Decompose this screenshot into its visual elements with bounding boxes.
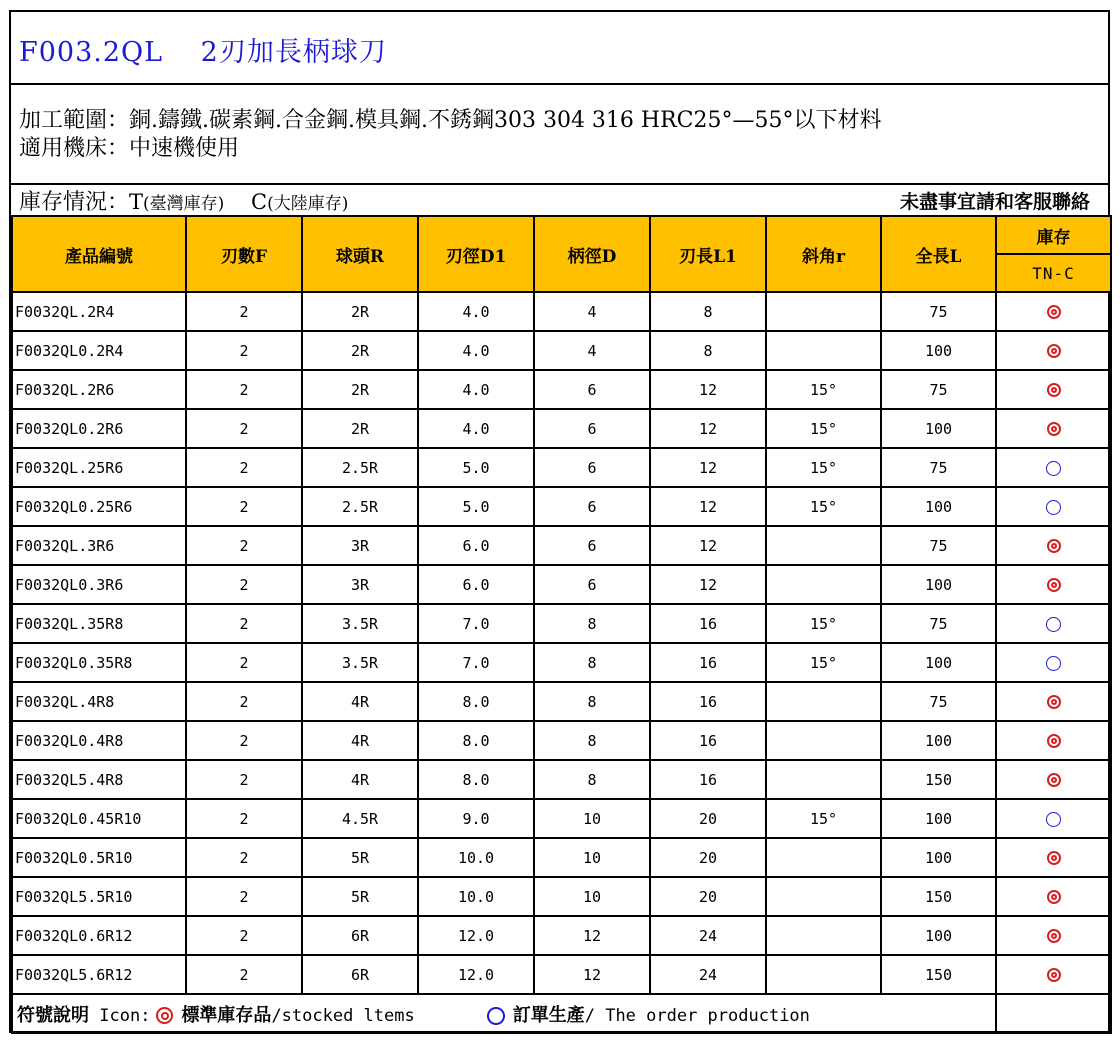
flutes-cell: 2 — [186, 721, 302, 760]
shank-diameter-cell: 10 — [534, 877, 650, 916]
ball-radius-cell: 5R — [302, 838, 418, 877]
product-code-cell: F0032QL5.4R8 — [12, 760, 186, 799]
legend — [12, 994, 996, 1033]
cutting-diameter-cell: 12.0 — [418, 916, 534, 955]
taper-angle-cell — [766, 955, 881, 994]
processing-range: 加工範圍：銅.鑄鐵.碳素鋼.合金鋼.模具鋼.不銹鋼303 304 316 HRC25°—55°以下材料 — [19, 108, 882, 133]
header-cutting-diameter: 刃徑D1 — [418, 216, 534, 292]
overall-length-cell: 100 — [881, 721, 996, 760]
header-flutes: 刃數F — [186, 216, 302, 292]
circle-icon — [487, 1007, 505, 1025]
overall-length-cell: 150 — [881, 877, 996, 916]
stock-cell — [996, 331, 1111, 370]
table-body — [12, 292, 1111, 994]
taper-angle-cell: 15° — [766, 487, 881, 526]
cutting-length-cell: 8 — [650, 292, 766, 331]
cutting-diameter-cell: 4.0 — [418, 370, 534, 409]
product-code-cell: F0032QL.3R6 — [12, 526, 186, 565]
cutting-diameter-cell: 6.0 — [418, 526, 534, 565]
overall-length-cell: 100 — [881, 643, 996, 682]
table-row — [12, 331, 1111, 370]
ball-radius-cell: 3.5R — [302, 604, 418, 643]
product-code-cell: F0032QL.2R6 — [12, 370, 186, 409]
flutes-cell: 2 — [186, 487, 302, 526]
applicable-machine: 適用機床：中速機使用 — [19, 136, 240, 161]
stock-cell — [996, 682, 1111, 721]
taper-angle-cell: 15° — [766, 643, 881, 682]
legend-stocked-symbol — [156, 1006, 173, 1026]
table-row — [12, 526, 1111, 565]
table-row — [12, 799, 1111, 838]
shank-diameter-cell: 10 — [534, 799, 650, 838]
shank-diameter-cell: 4 — [534, 331, 650, 370]
product-code-cell: F0032QL0.45R10 — [12, 799, 186, 838]
cutting-diameter-cell: 5.0 — [418, 448, 534, 487]
stock-t-desc: (臺灣庫存) — [143, 194, 225, 214]
cutting-diameter-cell: 7.0 — [418, 643, 534, 682]
table-row — [12, 448, 1111, 487]
taper-angle-cell: 15° — [766, 604, 881, 643]
flutes-cell: 2 — [186, 526, 302, 565]
legend-icon-label: Icon: — [99, 1005, 151, 1026]
taper-angle-cell — [766, 292, 881, 331]
stock-cell — [996, 760, 1111, 799]
cutting-diameter-cell: 10.0 — [418, 838, 534, 877]
overall-length-cell: 100 — [881, 409, 996, 448]
cutting-diameter-cell: 8.0 — [418, 760, 534, 799]
shank-diameter-cell: 6 — [534, 565, 650, 604]
double-circle-icon — [1047, 383, 1061, 397]
overall-length-cell: 75 — [881, 448, 996, 487]
stock-cell — [996, 487, 1111, 526]
double-circle-icon — [1047, 773, 1061, 787]
flutes-cell: 2 — [186, 955, 302, 994]
ball-radius-cell: 5R — [302, 877, 418, 916]
overall-length-cell: 150 — [881, 760, 996, 799]
legend-stocked-en: /stocked ltems — [271, 1005, 415, 1026]
spec-sheet — [9, 10, 1110, 1033]
table-header-row — [12, 216, 1111, 254]
flutes-cell: 2 — [186, 448, 302, 487]
taper-angle-cell: 15° — [766, 370, 881, 409]
product-code-cell: F0032QL.25R6 — [12, 448, 186, 487]
flutes-cell: 2 — [186, 565, 302, 604]
ball-radius-cell: 4R — [302, 760, 418, 799]
product-table — [11, 215, 1112, 1034]
table-row — [12, 409, 1111, 448]
legend-empty-cell — [996, 994, 1111, 1033]
flutes-cell: 2 — [186, 877, 302, 916]
table-row — [12, 487, 1111, 526]
shank-diameter-cell: 6 — [534, 409, 650, 448]
ball-radius-cell: 2.5R — [302, 487, 418, 526]
ball-radius-cell: 2R — [302, 331, 418, 370]
double-circle-icon — [1047, 344, 1061, 358]
stock-cell — [996, 955, 1111, 994]
double-circle-icon — [1047, 890, 1061, 904]
cutting-diameter-cell: 5.0 — [418, 487, 534, 526]
ball-radius-cell: 2.5R — [302, 448, 418, 487]
header-ball-radius: 球頭R — [302, 216, 418, 292]
title-row — [11, 12, 1108, 85]
cutting-diameter-cell: 12.0 — [418, 955, 534, 994]
flutes-cell: 2 — [186, 760, 302, 799]
overall-length-cell: 100 — [881, 565, 996, 604]
legend-order-en: / The order production — [584, 1005, 810, 1026]
contact-note: 未盡事宜請和客服聯絡 — [899, 191, 1090, 213]
ball-radius-cell: 4.5R — [302, 799, 418, 838]
flutes-cell: 2 — [186, 331, 302, 370]
circle-icon — [1046, 617, 1061, 632]
ball-radius-cell: 3.5R — [302, 643, 418, 682]
table-row — [12, 721, 1111, 760]
product-code-cell: F0032QL5.5R10 — [12, 877, 186, 916]
taper-angle-cell — [766, 331, 881, 370]
table-row — [12, 682, 1111, 721]
flutes-cell: 2 — [186, 916, 302, 955]
cutting-length-cell: 24 — [650, 955, 766, 994]
cutting-length-cell: 20 — [650, 799, 766, 838]
ball-radius-cell: 3R — [302, 526, 418, 565]
ball-radius-cell: 2R — [302, 409, 418, 448]
cutting-length-cell: 20 — [650, 877, 766, 916]
header-cutting-length: 刃長L1 — [650, 216, 766, 292]
overall-length-cell: 75 — [881, 370, 996, 409]
header-taper-angle: 斜角r — [766, 216, 881, 292]
ball-radius-cell: 4R — [302, 721, 418, 760]
header-stock-location: TN-C — [996, 254, 1111, 292]
stock-c-code: C — [251, 190, 268, 214]
cutting-diameter-cell: 4.0 — [418, 409, 534, 448]
shank-diameter-cell: 8 — [534, 604, 650, 643]
table-row — [12, 916, 1111, 955]
shank-diameter-cell: 6 — [534, 370, 650, 409]
product-code-cell: F0032QL.4R8 — [12, 682, 186, 721]
stock-cell — [996, 526, 1111, 565]
page-title: F003.2QL 2刃加長柄球刀 — [19, 37, 387, 68]
product-code-cell: F0032QL0.25R6 — [12, 487, 186, 526]
stock-cell — [996, 838, 1111, 877]
flutes-cell: 2 — [186, 799, 302, 838]
ball-radius-cell: 2R — [302, 292, 418, 331]
flutes-cell: 2 — [186, 409, 302, 448]
shank-diameter-cell: 10 — [534, 838, 650, 877]
overall-length-cell: 75 — [881, 292, 996, 331]
cutting-length-cell: 8 — [650, 331, 766, 370]
product-code-cell: F0032QL5.6R12 — [12, 955, 186, 994]
stock-cell — [996, 565, 1111, 604]
cutting-length-cell: 12 — [650, 565, 766, 604]
overall-length-cell: 75 — [881, 604, 996, 643]
circle-icon — [1046, 656, 1061, 671]
double-circle-icon — [1047, 851, 1061, 865]
table-row — [12, 760, 1111, 799]
taper-angle-cell — [766, 838, 881, 877]
stock-cell — [996, 877, 1111, 916]
shank-diameter-cell: 8 — [534, 760, 650, 799]
header-shank-diameter: 柄徑D — [534, 216, 650, 292]
shank-diameter-cell: 12 — [534, 916, 650, 955]
circle-icon — [1046, 461, 1061, 476]
shank-diameter-cell: 6 — [534, 448, 650, 487]
table-row — [12, 292, 1111, 331]
stock-status-label: 庫存情況： — [19, 190, 130, 215]
overall-length-cell: 75 — [881, 526, 996, 565]
cutting-length-cell: 16 — [650, 721, 766, 760]
overall-length-cell: 100 — [881, 916, 996, 955]
cutting-length-cell: 12 — [650, 448, 766, 487]
overall-length-cell: 100 — [881, 799, 996, 838]
cutting-diameter-cell: 4.0 — [418, 292, 534, 331]
product-code-cell: F0032QL.35R8 — [12, 604, 186, 643]
ball-radius-cell: 4R — [302, 682, 418, 721]
cutting-diameter-cell: 4.0 — [418, 331, 534, 370]
cutting-length-cell: 12 — [650, 370, 766, 409]
table-row — [12, 643, 1111, 682]
shank-diameter-cell: 8 — [534, 682, 650, 721]
double-circle-icon — [1047, 578, 1061, 592]
header-overall-length: 全長L — [881, 216, 996, 292]
table-row — [12, 370, 1111, 409]
stock-status — [19, 185, 348, 216]
cutting-length-cell: 16 — [650, 682, 766, 721]
info-section — [11, 85, 1108, 185]
overall-length-cell: 100 — [881, 838, 996, 877]
taper-angle-cell — [766, 916, 881, 955]
double-circle-icon — [1047, 929, 1061, 943]
ball-radius-cell: 6R — [302, 916, 418, 955]
flutes-cell: 2 — [186, 604, 302, 643]
shank-diameter-cell: 6 — [534, 487, 650, 526]
legend-title: 符號說明 — [17, 1004, 89, 1026]
product-code-cell: F0032QL0.2R4 — [12, 331, 186, 370]
taper-angle-cell: 15° — [766, 799, 881, 838]
stock-cell — [996, 721, 1111, 760]
shank-diameter-cell: 12 — [534, 955, 650, 994]
stock-cell — [996, 916, 1111, 955]
cutting-length-cell: 12 — [650, 526, 766, 565]
double-circle-icon — [1047, 422, 1061, 436]
taper-angle-cell: 15° — [766, 409, 881, 448]
double-circle-icon — [1047, 695, 1061, 709]
cutting-length-cell: 12 — [650, 409, 766, 448]
taper-angle-cell — [766, 565, 881, 604]
legend-row — [12, 994, 1111, 1033]
cutting-diameter-cell: 9.0 — [418, 799, 534, 838]
flutes-cell: 2 — [186, 292, 302, 331]
cutting-diameter-cell: 7.0 — [418, 604, 534, 643]
taper-angle-cell — [766, 760, 881, 799]
cutting-diameter-cell: 8.0 — [418, 682, 534, 721]
overall-length-cell: 150 — [881, 955, 996, 994]
table-row — [12, 565, 1111, 604]
double-circle-icon — [1047, 734, 1061, 748]
stock-cell — [996, 799, 1111, 838]
product-code-cell: F0032QL0.3R6 — [12, 565, 186, 604]
product-code-cell: F0032QL0.35R8 — [12, 643, 186, 682]
circle-icon — [1046, 812, 1061, 827]
cutting-length-cell: 24 — [650, 916, 766, 955]
shank-diameter-cell: 8 — [534, 643, 650, 682]
table-row — [12, 604, 1111, 643]
circle-icon — [1046, 500, 1061, 515]
ball-radius-cell: 3R — [302, 565, 418, 604]
double-circle-icon — [1047, 305, 1061, 319]
shank-diameter-cell: 4 — [534, 292, 650, 331]
legend-order-symbol — [487, 1006, 505, 1026]
stock-cell — [996, 370, 1111, 409]
product-code-cell: F0032QL0.6R12 — [12, 916, 186, 955]
legend-order-cn: 訂單生產 — [512, 1004, 585, 1026]
overall-length-cell: 75 — [881, 682, 996, 721]
stock-cell — [996, 448, 1111, 487]
cutting-length-cell: 16 — [650, 643, 766, 682]
taper-angle-cell — [766, 877, 881, 916]
cutting-length-cell: 16 — [650, 604, 766, 643]
ball-radius-cell: 6R — [302, 955, 418, 994]
product-code-cell: F0032QL0.4R8 — [12, 721, 186, 760]
header-stock: 庫存 — [996, 216, 1111, 254]
double-circle-icon — [1047, 968, 1061, 982]
overall-length-cell: 100 — [881, 331, 996, 370]
stock-cell — [996, 604, 1111, 643]
table-row — [12, 838, 1111, 877]
stock-cell — [996, 643, 1111, 682]
stock-c-desc: (大陸庫存) — [267, 194, 349, 214]
flutes-cell: 2 — [186, 838, 302, 877]
taper-angle-cell — [766, 721, 881, 760]
double-circle-icon — [156, 1007, 173, 1024]
product-code-cell: F0032QL.2R4 — [12, 292, 186, 331]
stock-cell — [996, 292, 1111, 331]
taper-angle-cell — [766, 526, 881, 565]
header-product-code: 產品編號 — [12, 216, 186, 292]
table-row — [12, 955, 1111, 994]
stock-status-row — [11, 185, 1108, 215]
cutting-diameter-cell: 6.0 — [418, 565, 534, 604]
product-code-cell: F0032QL0.5R10 — [12, 838, 186, 877]
double-circle-icon — [1047, 539, 1061, 553]
stock-cell — [996, 409, 1111, 448]
shank-diameter-cell: 8 — [534, 721, 650, 760]
overall-length-cell: 100 — [881, 487, 996, 526]
cutting-length-cell: 16 — [650, 760, 766, 799]
cutting-diameter-cell: 8.0 — [418, 721, 534, 760]
stock-t-code: T — [129, 190, 144, 214]
cutting-diameter-cell: 10.0 — [418, 877, 534, 916]
ball-radius-cell: 2R — [302, 370, 418, 409]
cutting-length-cell: 20 — [650, 838, 766, 877]
shank-diameter-cell: 6 — [534, 526, 650, 565]
legend-stocked-cn: 標準庫存品 — [181, 1004, 272, 1026]
taper-angle-cell: 15° — [766, 448, 881, 487]
flutes-cell: 2 — [186, 370, 302, 409]
flutes-cell: 2 — [186, 643, 302, 682]
product-code-cell: F0032QL0.2R6 — [12, 409, 186, 448]
flutes-cell: 2 — [186, 682, 302, 721]
cutting-length-cell: 12 — [650, 487, 766, 526]
table-row — [12, 877, 1111, 916]
taper-angle-cell — [766, 682, 881, 721]
